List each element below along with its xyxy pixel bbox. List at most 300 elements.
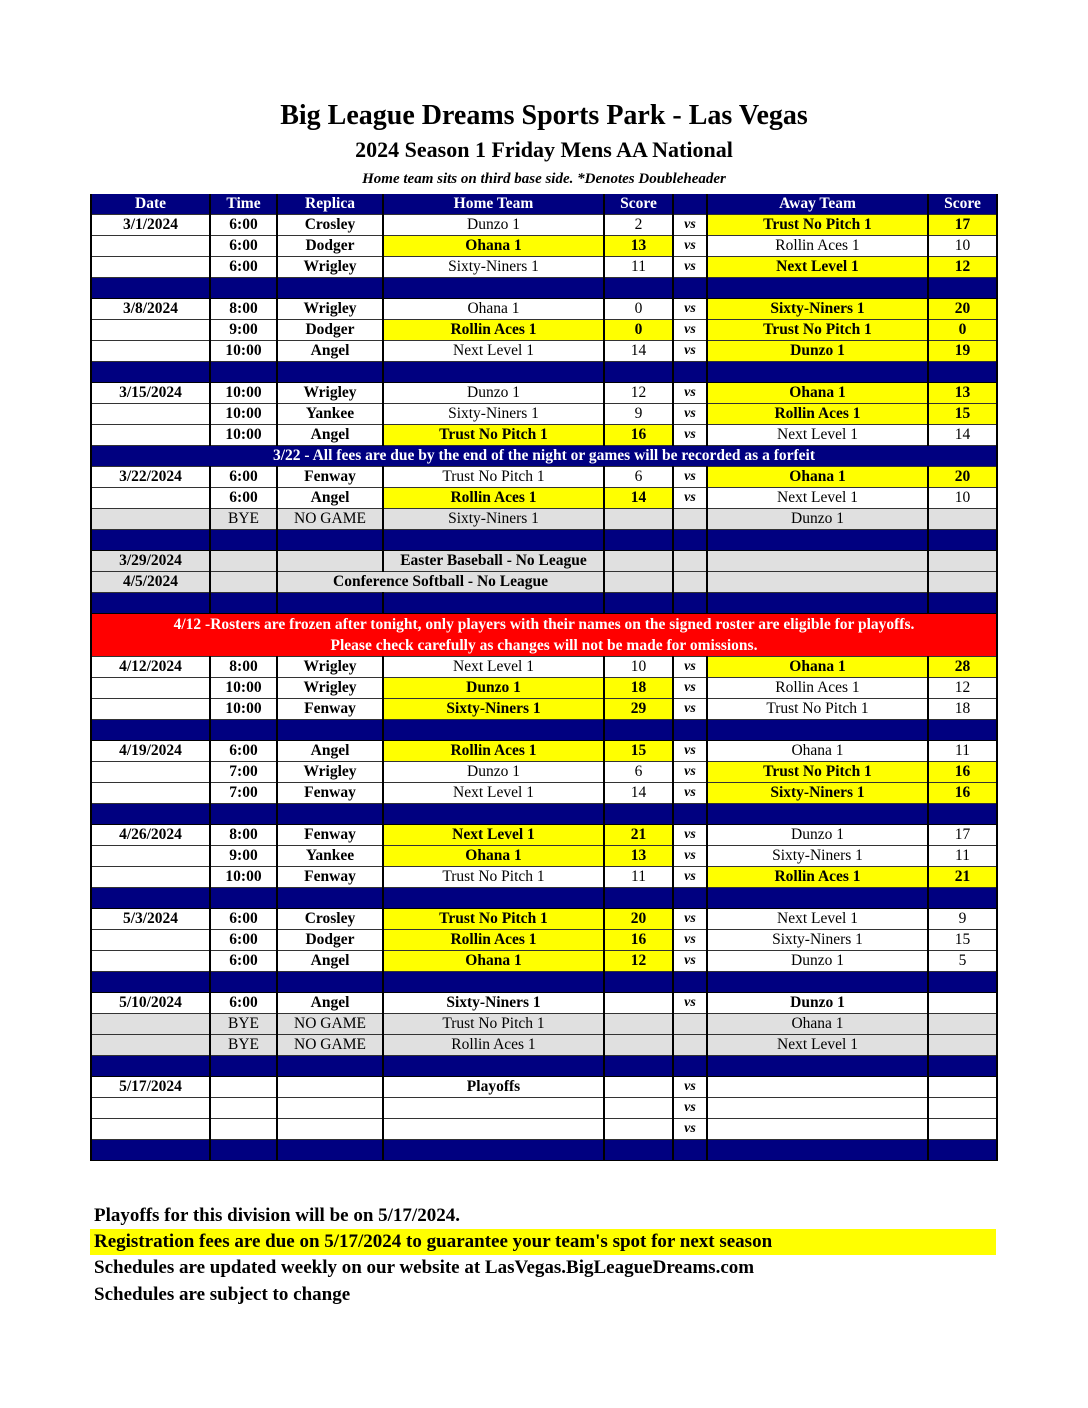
separator-cell: [673, 972, 707, 993]
separator-cell: [928, 804, 997, 825]
time-cell: 9:00: [210, 846, 277, 867]
separator-cell: [707, 1056, 928, 1077]
no-league-note: Easter Baseball - No League: [383, 551, 604, 572]
date-cell: [91, 783, 210, 804]
separator-cell: [277, 593, 383, 614]
separator-row: [91, 888, 997, 909]
separator-cell: [673, 720, 707, 741]
date-cell: [91, 341, 210, 362]
separator-cell: [604, 593, 673, 614]
separator-cell: [91, 593, 210, 614]
no-league-row: [91, 551, 997, 572]
away-score: 14: [928, 425, 997, 446]
date-cell: 3/15/2024: [91, 383, 210, 404]
home-score: 18: [604, 678, 673, 699]
separator-cell: [91, 530, 210, 551]
vs-label: vs: [673, 383, 707, 404]
game-row: [91, 846, 997, 867]
separator-cell: [210, 888, 277, 909]
separator-cell: [91, 972, 210, 993]
away-team: Next Level 1: [707, 909, 928, 930]
replica-cell: Wrigley: [277, 678, 383, 699]
separator-cell: [707, 362, 928, 383]
separator-cell: [210, 1140, 277, 1161]
vs-label: vs: [673, 320, 707, 341]
away-team: Trust No Pitch 1: [707, 320, 928, 341]
time-cell: 8:00: [210, 657, 277, 678]
replica-cell: Angel: [277, 488, 383, 509]
vs-label: vs: [673, 762, 707, 783]
date-cell: [91, 509, 210, 530]
fee-notice: 3/22 - All fees are due by the end of the night or games will be recorded as a forfeit: [91, 446, 997, 467]
separator-cell: [928, 278, 997, 299]
separator-cell: [210, 362, 277, 383]
playoffs-note: Playoffs for this division will be on 5/17/2024.: [94, 1205, 460, 1226]
separator-cell: [707, 530, 928, 551]
separator-cell: [604, 720, 673, 741]
col-vs: [673, 194, 707, 215]
vs-label: vs: [673, 741, 707, 762]
date-cell: [91, 1119, 210, 1140]
col-away-team: Away Team: [707, 194, 928, 215]
time-cell: 6:00: [210, 236, 277, 257]
notice-row: [91, 446, 997, 467]
time-cell: 6:00: [210, 930, 277, 951]
separator-row: [91, 804, 997, 825]
vs-label: vs: [673, 825, 707, 846]
date-cell: [91, 257, 210, 278]
game-row: [91, 993, 997, 1014]
date-cell: 3/8/2024: [91, 299, 210, 320]
home-team: Trust No Pitch 1: [383, 467, 604, 488]
replica-cell: Wrigley: [277, 762, 383, 783]
score-cell: [928, 551, 997, 572]
away-team: Rollin Aces 1: [707, 867, 928, 888]
away-score: [928, 509, 997, 530]
time-cell: [210, 1119, 277, 1140]
away-team: Dunzo 1: [707, 993, 928, 1014]
vs-label: vs: [673, 951, 707, 972]
away-score: 12: [928, 257, 997, 278]
separator-cell: [277, 804, 383, 825]
no-league-row: [91, 572, 997, 593]
separator-cell: [707, 593, 928, 614]
col-replica: Replica: [277, 194, 383, 215]
separator-cell: [604, 804, 673, 825]
date-cell: [91, 425, 210, 446]
time-cell: [210, 551, 277, 572]
home-score: 0: [604, 320, 673, 341]
replica-cell: Yankee: [277, 404, 383, 425]
replica-cell: Dodger: [277, 236, 383, 257]
replica-cell: Wrigley: [277, 383, 383, 404]
date-cell: [91, 867, 210, 888]
separator-cell: [707, 278, 928, 299]
game-row: [91, 783, 997, 804]
away-team: [707, 1077, 928, 1098]
vs-label: vs: [673, 425, 707, 446]
time-cell: 10:00: [210, 867, 277, 888]
replica-cell: Crosley: [277, 215, 383, 236]
page-title: Big League Dreams Sports Park - Las Vegas: [280, 100, 808, 131]
home-score: [604, 1035, 673, 1056]
away-team: Ohana 1: [707, 383, 928, 404]
away-team: Dunzo 1: [707, 951, 928, 972]
away-score: 21: [928, 867, 997, 888]
home-team: Trust No Pitch 1: [383, 1014, 604, 1035]
home-team: Dunzo 1: [383, 762, 604, 783]
separator-row: [91, 720, 997, 741]
separator-cell: [210, 720, 277, 741]
home-team: Ohana 1: [383, 846, 604, 867]
separator-cell: [928, 593, 997, 614]
away-score: 19: [928, 341, 997, 362]
table-header: [91, 194, 997, 215]
replica-cell: Fenway: [277, 699, 383, 720]
separator-cell: [673, 362, 707, 383]
separator-cell: [210, 278, 277, 299]
separator-cell: [928, 720, 997, 741]
replica-cell: Angel: [277, 993, 383, 1014]
col-away-score: Score: [928, 194, 997, 215]
home-score: 14: [604, 341, 673, 362]
schedule-table: [90, 194, 998, 1161]
home-team: Next Level 1: [383, 783, 604, 804]
separator-cell: [383, 530, 604, 551]
home-score: [604, 1014, 673, 1035]
away-score: 20: [928, 467, 997, 488]
game-row: [91, 951, 997, 972]
away-score: [928, 1014, 997, 1035]
away-team: Next Level 1: [707, 488, 928, 509]
date-cell: [91, 678, 210, 699]
separator-cell: [604, 278, 673, 299]
roster-alert-line2: Please check carefully as changes will not be made for omissions.: [330, 637, 758, 654]
home-team: Rollin Aces 1: [383, 930, 604, 951]
separator-cell: [604, 972, 673, 993]
home-score: 20: [604, 909, 673, 930]
bye-row: [91, 509, 997, 530]
separator-cell: [673, 888, 707, 909]
vs-label: vs: [673, 930, 707, 951]
replica-cell: Angel: [277, 741, 383, 762]
time-cell: 6:00: [210, 488, 277, 509]
time-cell: BYE: [210, 1014, 277, 1035]
away-cell: [707, 572, 928, 593]
home-score: 9: [604, 404, 673, 425]
separator-cell: [673, 593, 707, 614]
date-cell: [91, 1098, 210, 1119]
away-team: Rollin Aces 1: [707, 236, 928, 257]
away-team: Next Level 1: [707, 425, 928, 446]
replica-cell: Wrigley: [277, 257, 383, 278]
vs-label: vs: [673, 699, 707, 720]
replica-cell: Dodger: [277, 320, 383, 341]
separator-cell: [928, 888, 997, 909]
game-row: [91, 404, 997, 425]
vs-label: vs: [673, 867, 707, 888]
home-score: 15: [604, 741, 673, 762]
home-score: 12: [604, 951, 673, 972]
away-team: Trust No Pitch 1: [707, 215, 928, 236]
home-team: Rollin Aces 1: [383, 741, 604, 762]
separator-cell: [604, 362, 673, 383]
home-score: 29: [604, 699, 673, 720]
home-team: Ohana 1: [383, 951, 604, 972]
separator-cell: [91, 1140, 210, 1161]
vs-label: vs: [673, 467, 707, 488]
separator-cell: [277, 362, 383, 383]
separator-cell: [707, 804, 928, 825]
date-cell: 3/22/2024: [91, 467, 210, 488]
separator-row: [91, 1056, 997, 1077]
date-cell: [91, 951, 210, 972]
vs-label: vs: [673, 657, 707, 678]
roster-alert-row: [91, 614, 997, 657]
replica-cell: Crosley: [277, 909, 383, 930]
home-score: 0: [604, 299, 673, 320]
home-team: Next Level 1: [383, 341, 604, 362]
away-team: Ohana 1: [707, 467, 928, 488]
time-cell: 10:00: [210, 404, 277, 425]
replica-cell: [277, 1119, 383, 1140]
away-score: 10: [928, 236, 997, 257]
replica-cell: Wrigley: [277, 299, 383, 320]
away-team: Dunzo 1: [707, 825, 928, 846]
separator-cell: [91, 888, 210, 909]
date-cell: [91, 1014, 210, 1035]
replica-cell: Wrigley: [277, 657, 383, 678]
separator-cell: [673, 1140, 707, 1161]
away-team: Ohana 1: [707, 1014, 928, 1035]
separator-cell: [707, 720, 928, 741]
separator-row: [91, 1140, 997, 1161]
home-score: 13: [604, 846, 673, 867]
home-team: Rollin Aces 1: [383, 488, 604, 509]
score-cell: [604, 572, 673, 593]
home-team: Ohana 1: [383, 236, 604, 257]
time-cell: 8:00: [210, 825, 277, 846]
home-score: 14: [604, 488, 673, 509]
away-score: 28: [928, 657, 997, 678]
away-team: Trust No Pitch 1: [707, 762, 928, 783]
time-cell: 6:00: [210, 741, 277, 762]
away-score: 15: [928, 404, 997, 425]
away-score: [928, 1098, 997, 1119]
home-score: 6: [604, 467, 673, 488]
home-score: [604, 993, 673, 1014]
away-score: 16: [928, 762, 997, 783]
time-cell: 6:00: [210, 215, 277, 236]
home-score: 16: [604, 425, 673, 446]
vs-label: vs: [673, 783, 707, 804]
separator-row: [91, 278, 997, 299]
separator-cell: [604, 530, 673, 551]
game-row: [91, 236, 997, 257]
away-score: [928, 1119, 997, 1140]
away-score: 0: [928, 320, 997, 341]
date-cell: 5/17/2024: [91, 1077, 210, 1098]
separator-cell: [383, 278, 604, 299]
replica-cell: Fenway: [277, 467, 383, 488]
away-score: 16: [928, 783, 997, 804]
date-cell: 5/10/2024: [91, 993, 210, 1014]
away-team: Ohana 1: [707, 741, 928, 762]
separator-cell: [383, 1056, 604, 1077]
time-cell: 7:00: [210, 762, 277, 783]
separator-row: [91, 593, 997, 614]
game-row: [91, 762, 997, 783]
vs-label: [673, 509, 707, 530]
home-score: 13: [604, 236, 673, 257]
separator-cell: [210, 1056, 277, 1077]
no-league-note: Conference Softball - No League: [277, 572, 604, 593]
time-cell: BYE: [210, 1035, 277, 1056]
date-cell: 5/3/2024: [91, 909, 210, 930]
time-cell: 7:00: [210, 783, 277, 804]
home-team: Next Level 1: [383, 657, 604, 678]
separator-cell: [277, 888, 383, 909]
home-team: Trust No Pitch 1: [383, 909, 604, 930]
game-row: [91, 678, 997, 699]
vs-label: vs: [673, 404, 707, 425]
roster-alert-line1: 4/12 -Rosters are frozen after tonight, only players with their names on the signed roster are eligible for playoffs.: [173, 616, 915, 633]
change-note: Schedules are subject to change: [94, 1284, 351, 1305]
game-row: [91, 699, 997, 720]
game-row: [91, 1077, 997, 1098]
game-row: [91, 320, 997, 341]
replica-cell: NO GAME: [277, 1014, 383, 1035]
separator-cell: [707, 1140, 928, 1161]
away-score: 9: [928, 909, 997, 930]
away-cell: [707, 551, 928, 572]
vs-cell: [673, 572, 707, 593]
replica-cell: [277, 1098, 383, 1119]
date-cell: [91, 488, 210, 509]
game-row: [91, 741, 997, 762]
away-score: 5: [928, 951, 997, 972]
game-row: [91, 257, 997, 278]
home-score: [604, 1077, 673, 1098]
separator-cell: [277, 530, 383, 551]
home-score: 12: [604, 383, 673, 404]
away-team: Next Level 1: [707, 1035, 928, 1056]
home-team: [383, 1119, 604, 1140]
vs-label: vs: [673, 299, 707, 320]
away-team: Trust No Pitch 1: [707, 699, 928, 720]
col-home-score: Score: [604, 194, 673, 215]
replica-cell: Dodger: [277, 930, 383, 951]
date-cell: [91, 930, 210, 951]
home-team: Dunzo 1: [383, 215, 604, 236]
date-cell: [91, 846, 210, 867]
replica-cell: Angel: [277, 341, 383, 362]
away-score: 11: [928, 846, 997, 867]
game-row: [91, 215, 997, 236]
replica-cell: Angel: [277, 951, 383, 972]
game-row: [91, 1098, 997, 1119]
score-cell: [928, 572, 997, 593]
date-cell: [91, 762, 210, 783]
home-score: [604, 1119, 673, 1140]
vs-label: [673, 1035, 707, 1056]
game-row: [91, 467, 997, 488]
time-cell: 6:00: [210, 951, 277, 972]
replica-cell: NO GAME: [277, 1035, 383, 1056]
game-row: [91, 341, 997, 362]
replica-cell: Fenway: [277, 867, 383, 888]
header-note: Home team sits on third base side. *Denotes Doubleheader: [362, 171, 726, 187]
separator-cell: [91, 1056, 210, 1077]
replica-cell: Fenway: [277, 825, 383, 846]
away-score: [928, 993, 997, 1014]
separator-cell: [383, 593, 604, 614]
date-cell: [91, 1035, 210, 1056]
home-score: 11: [604, 867, 673, 888]
vs-label: vs: [673, 341, 707, 362]
away-team: [707, 1098, 928, 1119]
date-cell: 4/5/2024: [91, 572, 210, 593]
away-team: Sixty-Niners 1: [707, 299, 928, 320]
time-cell: 10:00: [210, 678, 277, 699]
game-row: [91, 930, 997, 951]
separator-cell: [383, 972, 604, 993]
registration-note: Registration fees are due on 5/17/2024 to guarantee your team's spot for next season: [90, 1229, 996, 1255]
home-team: Sixty-Niners 1: [383, 404, 604, 425]
away-score: 12: [928, 678, 997, 699]
separator-cell: [707, 888, 928, 909]
time-cell: 10:00: [210, 383, 277, 404]
separator-cell: [604, 1140, 673, 1161]
vs-cell: [673, 551, 707, 572]
vs-label: vs: [673, 846, 707, 867]
separator-cell: [383, 362, 604, 383]
separator-row: [91, 362, 997, 383]
vs-label: vs: [673, 488, 707, 509]
home-team: Trust No Pitch 1: [383, 425, 604, 446]
separator-cell: [210, 530, 277, 551]
replica-cell: Yankee: [277, 846, 383, 867]
away-score: 17: [928, 215, 997, 236]
vs-label: vs: [673, 236, 707, 257]
replica-cell: Angel: [277, 425, 383, 446]
separator-cell: [277, 720, 383, 741]
away-team: Dunzo 1: [707, 509, 928, 530]
col-date: Date: [91, 194, 210, 215]
home-team: [383, 1098, 604, 1119]
replica-cell: [277, 1077, 383, 1098]
vs-label: vs: [673, 1119, 707, 1140]
separator-cell: [673, 804, 707, 825]
bye-row: [91, 1014, 997, 1035]
home-score: 2: [604, 215, 673, 236]
vs-label: vs: [673, 257, 707, 278]
separator-cell: [928, 362, 997, 383]
game-row: [91, 425, 997, 446]
time-cell: 8:00: [210, 299, 277, 320]
away-team: Sixty-Niners 1: [707, 783, 928, 804]
away-score: 15: [928, 930, 997, 951]
away-score: 17: [928, 825, 997, 846]
away-team: Sixty-Niners 1: [707, 846, 928, 867]
away-score: 18: [928, 699, 997, 720]
away-score: [928, 1035, 997, 1056]
separator-cell: [928, 1140, 997, 1161]
website-note: Schedules are updated weekly on our website at LasVegas.BigLeagueDreams.com: [94, 1257, 755, 1278]
separator-cell: [707, 972, 928, 993]
date-cell: 4/26/2024: [91, 825, 210, 846]
home-score: [604, 509, 673, 530]
